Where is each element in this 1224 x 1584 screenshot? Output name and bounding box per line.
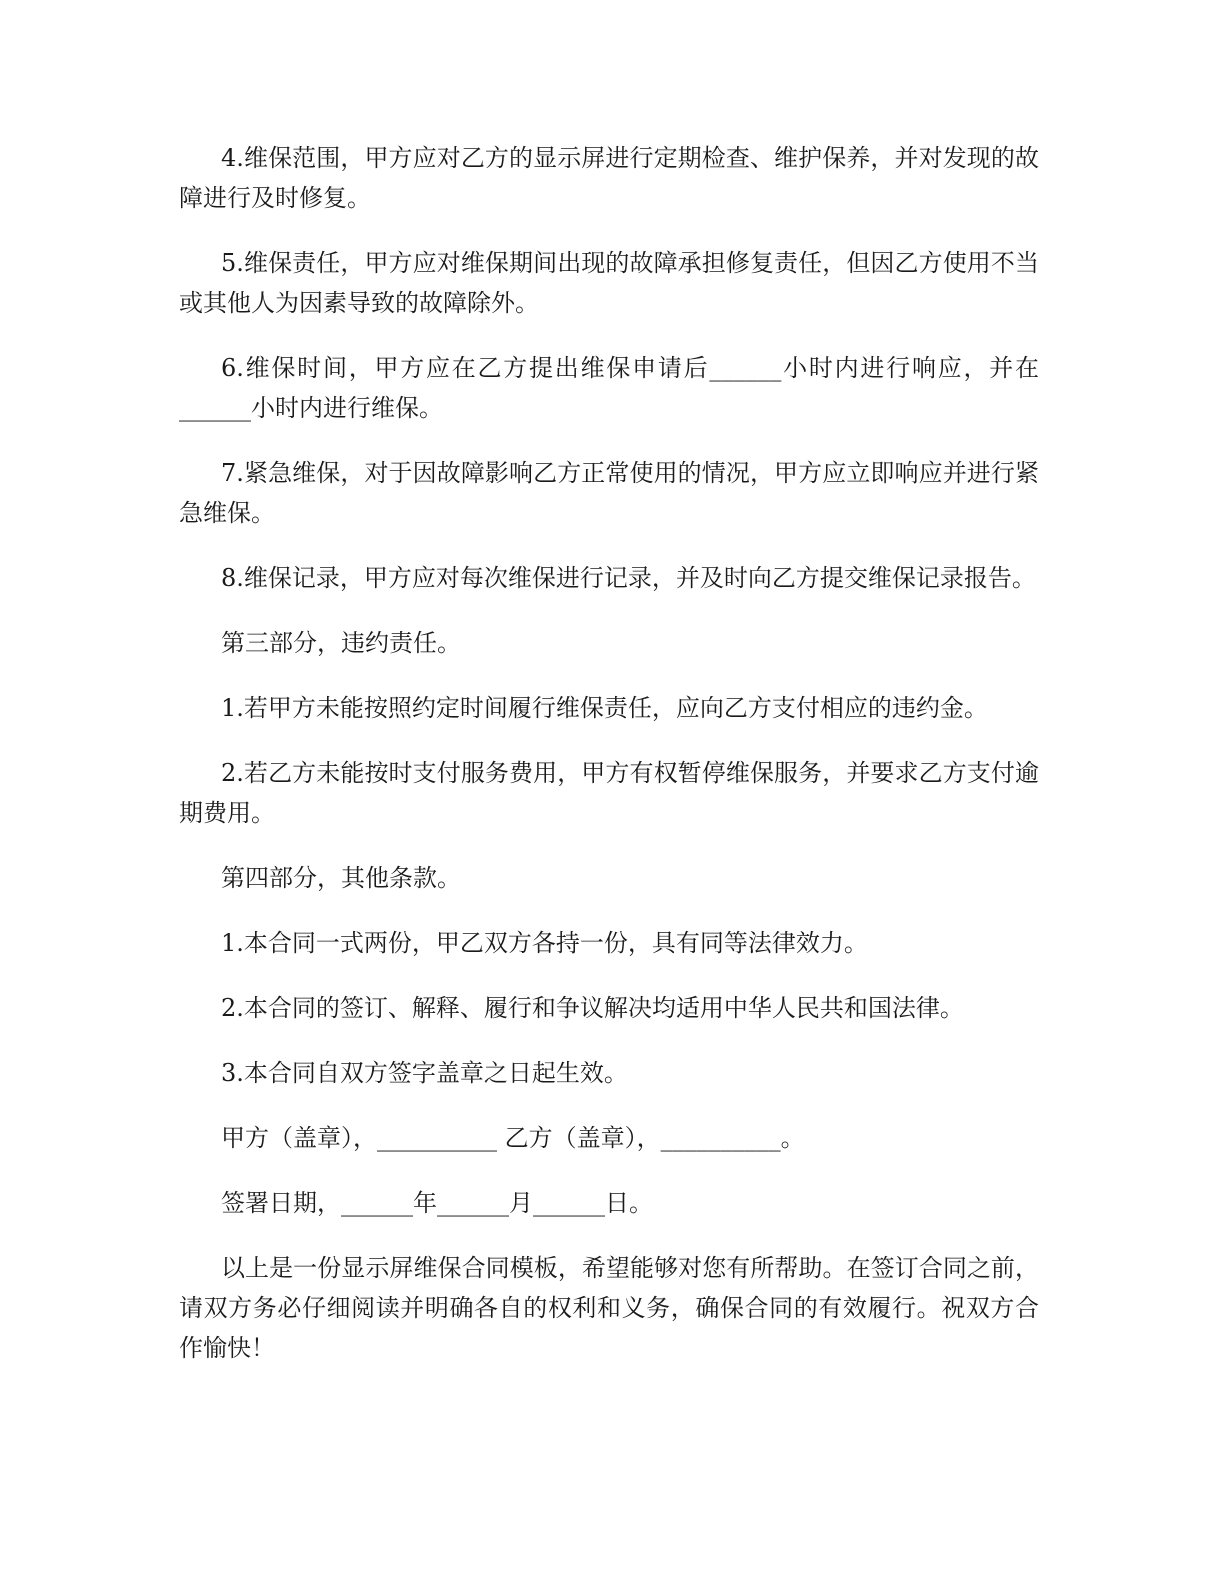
- clause-breach-party-b: 2.若乙方未能按时支付服务费用，甲方有权暂停维保服务，并要求乙方支付逾期费用。: [179, 759, 1039, 827]
- section-heading-part-three: 第三部分，违约责任。: [221, 629, 461, 657]
- signing-date-line: 签署日期，______年______月______日。: [221, 1189, 653, 1217]
- section-heading-part-four: 第四部分，其他条款。: [221, 864, 461, 892]
- clause-copies: 1.本合同一式两份，甲乙双方各持一份，具有同等法律效力。: [221, 929, 868, 957]
- signature-line: 甲方（盖章），__________ 乙方（盖章），__________。: [221, 1124, 805, 1152]
- clause-maintenance-scope: 4.维保范围，甲方应对乙方的显示屏进行定期检查、维护保养，并对发现的故障进行及时修复。: [179, 144, 1039, 212]
- clause-maintenance-time: 6.维保时间，甲方应在乙方提出维保申请后______小时内进行响应，并在______小时内进行维保。: [179, 354, 1039, 422]
- closing-note: 以上是一份显示屏维保合同模板，希望能够对您有所帮助。在签订合同之前，请双方务必仔细阅读并明确各自的权利和义务，确保合同的有效履行。祝双方合作愉快！: [179, 1254, 1039, 1362]
- clause-maintenance-responsibility: 5.维保责任，甲方应对维保期间出现的故障承担修复责任，但因乙方使用不当或其他人为因素导致的故障除外。: [179, 249, 1039, 317]
- clause-maintenance-record: 8.维保记录，甲方应对每次维保进行记录，并及时向乙方提交维保记录报告。: [221, 564, 1036, 592]
- clause-effective-date: 3.本合同自双方签字盖章之日起生效。: [221, 1059, 628, 1087]
- clause-emergency-maintenance: 7.紧急维保，对于因故障影响乙方正常使用的情况，甲方应立即响应并进行紧急维保。: [179, 459, 1039, 527]
- clause-breach-party-a: 1.若甲方未能按照约定时间履行维保责任，应向乙方支付相应的违约金。: [221, 694, 988, 722]
- document-body: [179, 138, 1039, 1393]
- clause-governing-law: 2.本合同的签订、解释、履行和争议解决均适用中华人民共和国法律。: [221, 994, 964, 1022]
